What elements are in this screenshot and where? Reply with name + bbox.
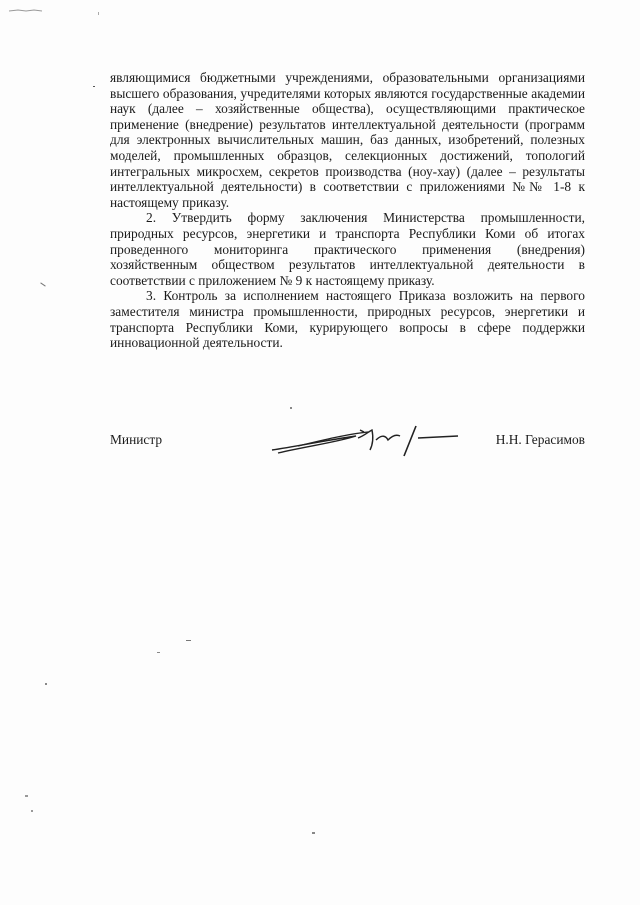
scan-speck bbox=[93, 86, 95, 87]
scan-speck bbox=[45, 683, 47, 685]
scan-speck bbox=[312, 832, 315, 834]
signer-title: Министр bbox=[110, 432, 163, 447]
scan-speck bbox=[157, 652, 160, 653]
scan-speck bbox=[31, 810, 33, 812]
signer-name: Н.Н. Герасимов bbox=[495, 432, 585, 447]
scan-speck bbox=[25, 795, 28, 797]
handwritten-signature bbox=[268, 420, 468, 460]
scan-speck bbox=[186, 640, 191, 641]
scan-artifact-mark bbox=[8, 8, 48, 14]
scan-speck bbox=[40, 282, 45, 286]
paragraph-continuation: являющимися бюджетными учреждениями, образовательными организациями высшего образования, учредителями которых являются государственные академии наук (далее – хозяйственные общества), осуществляющими практическое применение (внедрение) результатов интеллектуальной деятельности (программ для электронных вычислительных машин, баз данных, изобретений, полезных моделей, промышленных образцов, селекционных достижений, топологий интегральных микросхем, секретов производства (ноу-хау) (далее – результаты интеллектуальной деятельности) в соответствии с приложениями №№ 1-8 к настоящему приказу. bbox=[110, 70, 585, 210]
scan-speck bbox=[290, 407, 292, 409]
paragraph-item-3: 3. Контроль за исполнением настоящего Приказа возложить на первого заместителя министра промышленности, природных ресурсов, энергетики и транспорта Республики Коми, курирующего вопросы в сфере поддержки инновационной деятельности. bbox=[110, 288, 585, 351]
document-body bbox=[110, 70, 585, 351]
paragraph-item-2: 2. Утвердить форму заключения Министерства промышленности, природных ресурсов, энергетики и транспорта Республики Коми об итогах проведенного мониторинга практического применения (внедрения) хозяйственным обществом результатов интеллектуальной деятельности в соответствии с приложением № 9 к настоящему приказу. bbox=[110, 210, 585, 288]
scan-speck bbox=[98, 12, 99, 15]
signature-block bbox=[110, 430, 585, 460]
